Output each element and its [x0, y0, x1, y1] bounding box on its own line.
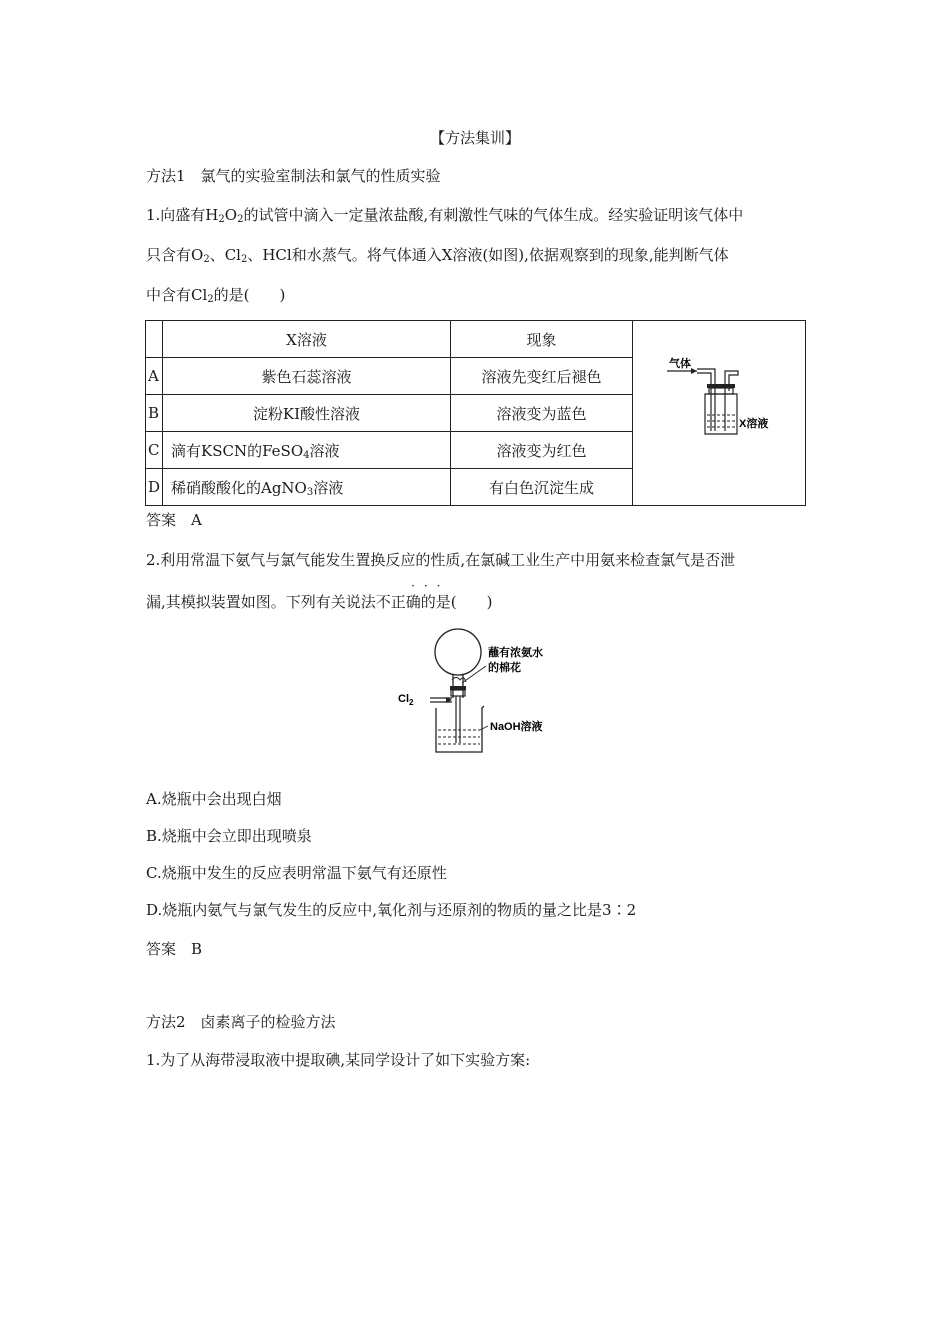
- q2-line2: 漏,其模拟装置如图。下列有关说法不正确的是( ): [146, 593, 493, 611]
- q2-option-a: A.烧瓶中会出现白烟: [146, 790, 282, 808]
- q2-line1: 2.利用常温下氨气与氯气能发生置换反应的性质,在氯碱工业生产中用氨来检查氯气是否泄: [146, 551, 736, 569]
- row-phenomenon: 溶液先变红后褪色: [451, 358, 633, 395]
- row-letter: D: [146, 469, 163, 506]
- method1-title: 方法1 氯气的实验室制法和氯气的性质实验: [146, 167, 441, 185]
- row-solution: 淀粉KI酸性溶液: [163, 395, 451, 432]
- header-solution: X溶液: [163, 321, 451, 358]
- cotton-label-1: 蘸有浓氨水: [488, 647, 543, 659]
- row-letter: B: [146, 395, 163, 432]
- q2-option-b: B.烧瓶中会立即出现喷泉: [146, 827, 312, 845]
- q2-option-d: D.烧瓶内氨气与氯气发生的反应中,氧化剂与还原剂的物质的量之比是3∶2: [146, 901, 637, 919]
- row-letter: C: [146, 432, 163, 469]
- naoh-label: NaOH溶液: [490, 721, 543, 733]
- q2-option-c: C.烧瓶中发生的反应表明常温下氨气有还原性: [146, 864, 447, 882]
- q1-line3: 中含有$Cl_2$的是( ): [146, 286, 286, 305]
- row-phenomenon: 有白色沉淀生成: [451, 469, 633, 506]
- cotton-label-2: 的棉花: [488, 662, 521, 674]
- row-letter: A: [146, 358, 163, 395]
- row-phenomenon: 溶液变为红色: [451, 432, 633, 469]
- method2-title: 方法2 卤素离子的检验方法: [146, 1013, 336, 1031]
- q1-line1: 1.向盛有$H_2O_2$的试管中滴入一定量浓盐酸,有刺激性气味的气体生成。经实验证明该气体中: [146, 206, 744, 225]
- row-solution: 紫色石蕊溶液: [163, 358, 451, 395]
- table-header-row: [146, 321, 806, 358]
- row-phenomenon: 溶液变为蓝色: [451, 395, 633, 432]
- emphasis-dots: ···: [411, 579, 450, 593]
- figure-gas-label: 气体: [669, 358, 691, 370]
- q1-line2: 只含有$O_2$、$Cl_2$、HCl和水蒸气。将气体通入X溶液(如图),依据观察到的现象,能判断气体: [146, 246, 729, 265]
- figure-solution-label: X溶液: [739, 418, 769, 430]
- cl2-label: $Cl_2$: [398, 693, 414, 707]
- q1-answer: 答案 A: [146, 511, 202, 529]
- header-phenomenon: 现象: [451, 321, 633, 358]
- q1-figure-cell: [633, 321, 806, 506]
- section-heading: 【方法集训】: [429, 129, 520, 147]
- ammonia-chlorine-apparatus-figure: [390, 618, 590, 758]
- q1-options-table: [145, 320, 806, 506]
- row-solution: 稀硝酸酸化的AgNO$_3$溶液: [163, 469, 451, 506]
- gas-wash-bottle-figure: [633, 321, 805, 506]
- q2-answer: 答案 B: [146, 940, 203, 958]
- row-solution: 滴有KSCN的FeSO$_4$溶液: [163, 432, 451, 469]
- method2-q1: 1.为了从海带浸取液中提取碘,某同学设计了如下实验方案:: [146, 1051, 531, 1069]
